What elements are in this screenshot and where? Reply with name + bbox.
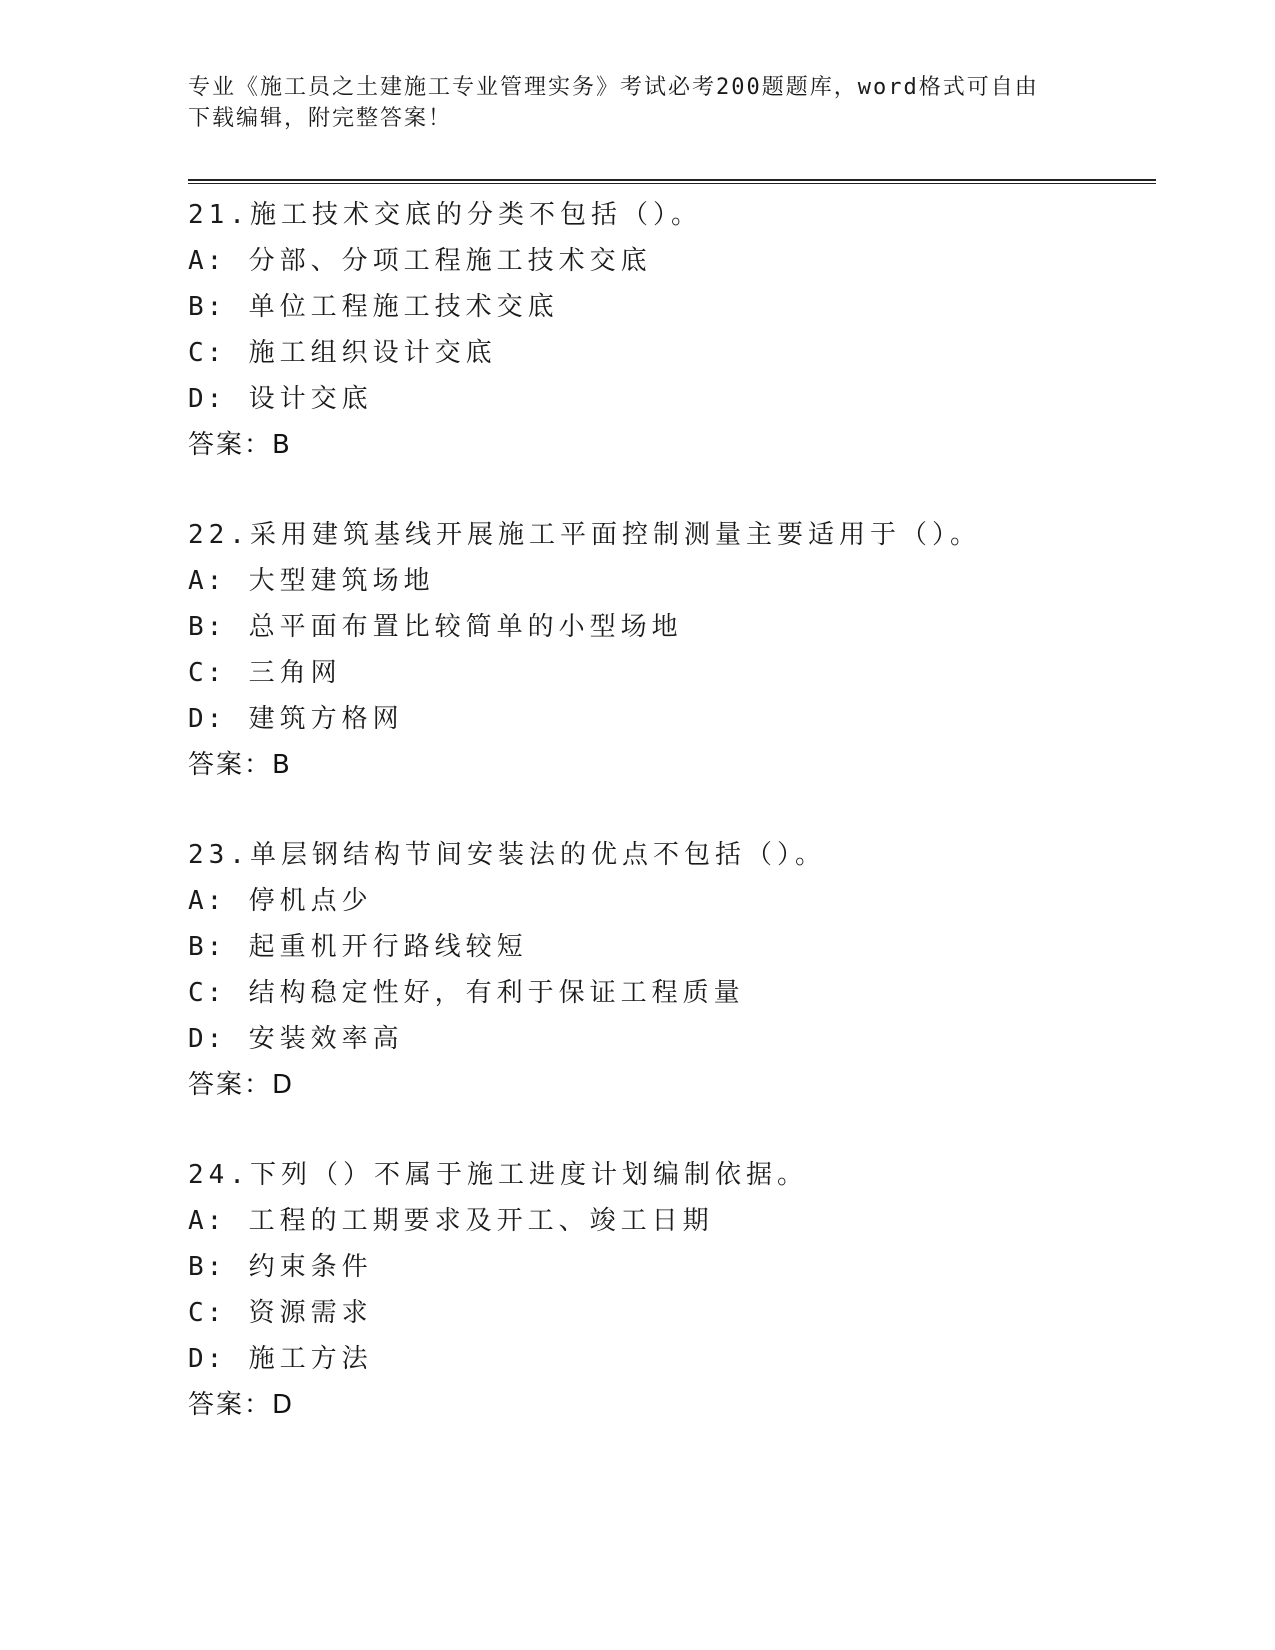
option-text: 设计交底 — [248, 384, 373, 414]
option-text: 单位工程施工技术交底 — [248, 292, 559, 322]
option-label: C: — [188, 658, 226, 688]
option-a — [188, 878, 1148, 924]
option-label: A: — [188, 1206, 226, 1236]
option-label: C: — [188, 1298, 226, 1328]
option-label: A: — [188, 886, 226, 916]
option-label: A: — [188, 246, 226, 276]
option-text: 分部、分项工程施工技术交底 — [248, 246, 652, 276]
answer-line: 答案：D — [188, 1070, 295, 1100]
answer-line: 答案：B — [188, 430, 292, 460]
question-23 — [188, 832, 1148, 1108]
option-c — [188, 1290, 1148, 1336]
option-b — [188, 924, 1148, 970]
header-divider-thin — [188, 183, 1156, 184]
question-22 — [188, 512, 1148, 788]
option-b — [188, 604, 1148, 650]
option-text: 三角网 — [248, 658, 342, 688]
option-label: D: — [188, 704, 226, 734]
option-label: C: — [188, 338, 226, 368]
option-text: 结构稳定性好，有利于保证工程质量 — [248, 978, 745, 1008]
document-header — [188, 72, 1068, 134]
option-d — [188, 1016, 1148, 1062]
option-d — [188, 376, 1148, 422]
option-a — [188, 1198, 1148, 1244]
option-label: A: — [188, 566, 226, 596]
option-d — [188, 696, 1148, 742]
option-text: 约束条件 — [248, 1252, 373, 1282]
option-a — [188, 238, 1148, 284]
question-stem: 23.单层钢结构节间安装法的优点不包括（）。 — [188, 840, 826, 870]
option-label: B: — [188, 292, 226, 322]
option-text: 工程的工期要求及开工、竣工日期 — [248, 1206, 714, 1236]
option-d — [188, 1336, 1148, 1382]
option-b — [188, 1244, 1148, 1290]
option-text: 安装效率高 — [248, 1024, 404, 1054]
header-divider-thick — [188, 179, 1156, 181]
option-c — [188, 650, 1148, 696]
option-text: 停机点少 — [248, 886, 373, 916]
option-label: C: — [188, 978, 226, 1008]
header-line-1: 专业《施工员之土建施工专业管理实务》考试必考200题题库，word格式可自由 — [188, 75, 1039, 100]
option-text: 起重机开行路线较短 — [248, 932, 528, 962]
question-24 — [188, 1152, 1148, 1428]
option-text: 大型建筑场地 — [248, 566, 435, 596]
answer-line: 答案：D — [188, 1390, 295, 1420]
answer-line: 答案：B — [188, 750, 292, 780]
option-text: 总平面布置比较简单的小型场地 — [248, 612, 683, 642]
question-stem: 21.施工技术交底的分类不包括（）。 — [188, 200, 702, 230]
option-label: D: — [188, 384, 226, 414]
option-c — [188, 970, 1148, 1016]
option-label: D: — [188, 1344, 226, 1374]
option-text: 建筑方格网 — [248, 704, 404, 734]
question-stem: 24.下列（）不属于施工进度计划编制依据。 — [188, 1160, 808, 1190]
option-a — [188, 558, 1148, 604]
option-text: 资源需求 — [248, 1298, 373, 1328]
option-label: B: — [188, 932, 226, 962]
option-c — [188, 330, 1148, 376]
question-21 — [188, 192, 1148, 468]
option-text: 施工方法 — [248, 1344, 373, 1374]
header-line-2: 下载编辑，附完整答案！ — [188, 106, 453, 131]
option-text: 施工组织设计交底 — [248, 338, 497, 368]
option-label: B: — [188, 1252, 226, 1282]
option-label: B: — [188, 612, 226, 642]
option-label: D: — [188, 1024, 226, 1054]
question-stem: 22.采用建筑基线开展施工平面控制测量主要适用于（）。 — [188, 520, 981, 550]
option-b — [188, 284, 1148, 330]
